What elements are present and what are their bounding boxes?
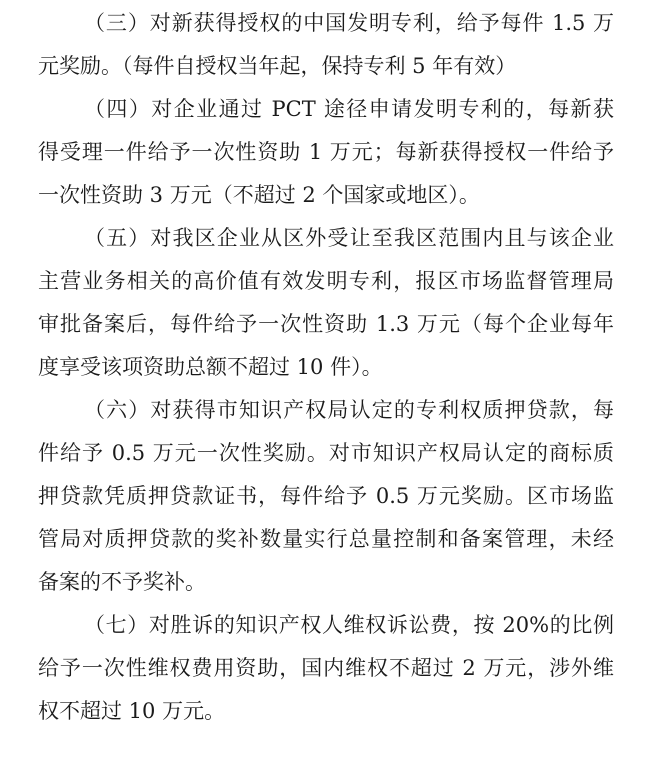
paragraph-line: 押贷款凭质押贷款证书，每件给予 0.5 万元奖励。区市场监 <box>38 484 614 508</box>
paragraph-line: 权不超过 10 万元。 <box>38 699 226 723</box>
paragraph-line: 主营业务相关的高价值有效发明专利，报区市场监督管理局 <box>38 269 614 293</box>
paragraph-item-6 <box>38 389 614 604</box>
paragraph-line: 件给予 0.5 万元一次性奖励。对市知识产权局认定的商标质 <box>38 441 614 465</box>
paragraph-item-3 <box>38 0 614 88</box>
paragraph-line: 元奖励。（每件自授权当年起，保持专利 5 年有效） <box>38 54 517 78</box>
paragraph-item-5 <box>38 217 614 389</box>
paragraph-line: （七）对胜诉的知识产权人维权诉讼费，按 20%的比例 <box>84 613 614 637</box>
paragraph-line: （四）对企业通过 PCT 途径申请发明专利的，每新获 <box>84 97 614 121</box>
paragraph-item-7 <box>38 604 614 733</box>
paragraph-line: 管局对质押贷款的奖补数量实行总量控制和备案管理，未经 <box>38 527 614 551</box>
paragraph-line: （三）对新获得授权的中国发明专利，给予每件 1.5 万 <box>84 11 614 35</box>
paragraph-line: 给予一次性维权费用资助，国内维权不超过 2 万元，涉外维 <box>38 656 614 680</box>
paragraph-line: （五）对我区企业从区外受让至我区范围内且与该企业 <box>84 226 614 250</box>
paragraph-item-4 <box>38 88 614 217</box>
paragraph-line: 度享受该项资助总额不超过 10 件）。 <box>38 355 383 379</box>
paragraph-line: （六）对获得市知识产权局认定的专利权质押贷款，每 <box>84 398 614 422</box>
paragraph-line: 一次性资助 3 万元（不超过 2 个国家或地区）。 <box>38 183 480 207</box>
paragraph-line: 备案的不予奖补。 <box>38 570 206 594</box>
paragraph-line: 得受理一件给予一次性资助 1 万元；每新获得授权一件给予 <box>38 140 614 164</box>
document-page <box>38 0 614 733</box>
paragraph-line: 审批备案后，每件给予一次性资助 1.3 万元（每个企业每年 <box>38 312 614 336</box>
